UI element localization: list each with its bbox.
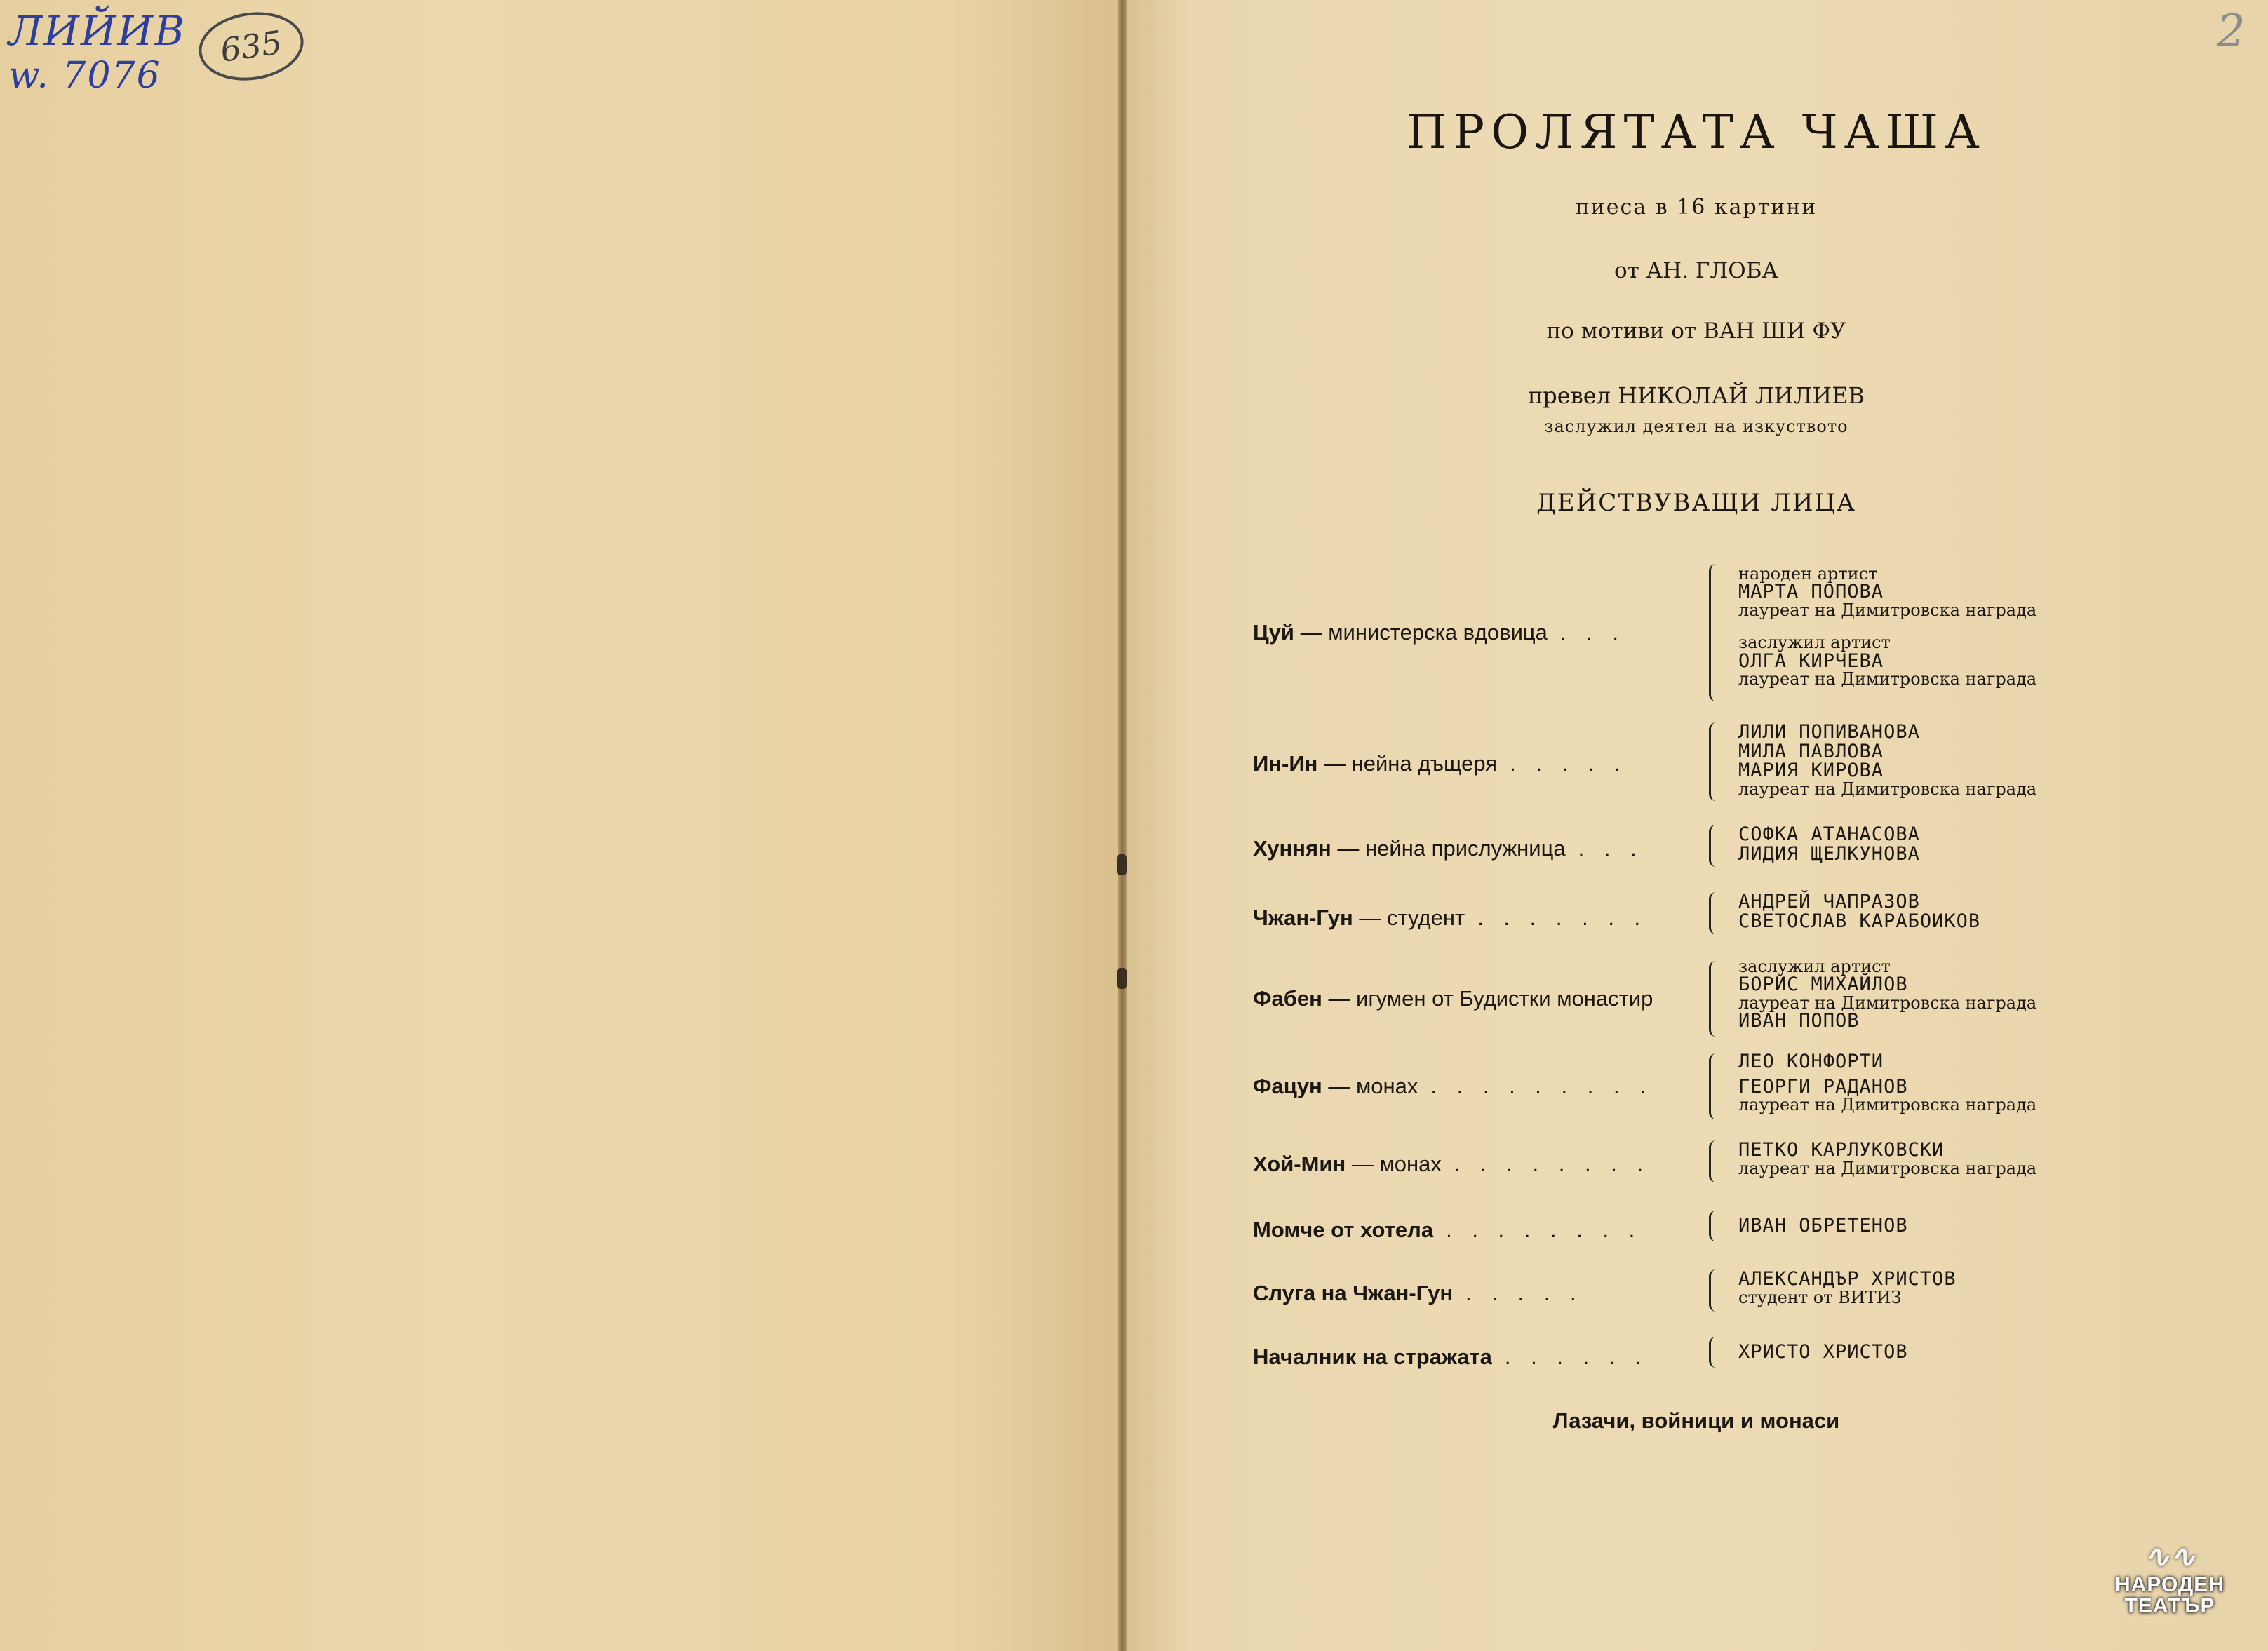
play-source: по мотиви от ВАН ШИ ФУ <box>1546 318 1846 344</box>
actor-name: ГЕОРГИ РАДАНОВ <box>1738 1075 1908 1098</box>
role-name: Ин-Ин <box>1253 751 1318 776</box>
role-description: — игумен от Будистки монастир <box>1328 986 1653 1011</box>
actor-award: лауреат на Димитровска награда <box>1738 600 2037 620</box>
cast-brace <box>1709 892 1717 934</box>
role-description: — студент <box>1359 905 1465 930</box>
role-entry <box>1253 1074 1653 1099</box>
role-name: Началник на стражата <box>1253 1345 1492 1369</box>
actor-award: лауреат на Димитровска награда <box>1738 779 2037 799</box>
extras-line: Лазачи, войници и монаси <box>1552 1408 1840 1433</box>
cast-brace <box>1709 961 1717 1037</box>
role-description: — нейна дъщеря <box>1323 751 1498 776</box>
cast-brace <box>1709 1211 1717 1241</box>
role-description: — монах <box>1328 1074 1418 1098</box>
actor-name: БОРИС МИХАЙЛОВ <box>1738 973 1908 996</box>
translator-title: заслужил деятел на изкуството <box>1544 417 1848 436</box>
role-name: Чжан-Гун <box>1253 905 1353 930</box>
actor-name: ЛЕО КОНФОРТИ <box>1738 1051 1884 1072</box>
role-entry <box>1253 1152 1650 1177</box>
actor-group <box>1738 825 1920 863</box>
actor-name: СВЕТОСЛАВ КАРАБОИКОВ <box>1738 910 1981 932</box>
archive-note-line2: w. 7076 <box>8 55 161 97</box>
actor-group <box>1738 892 1980 931</box>
actor-group <box>1738 722 2036 797</box>
actor-group <box>1738 1269 1957 1306</box>
role-entry <box>1253 986 1665 1011</box>
role-leader-dots: . . . . . <box>1465 1281 1583 1305</box>
spacer <box>1738 619 2036 634</box>
page-number: 2 <box>2217 6 2246 58</box>
cast-brace <box>1709 722 1717 801</box>
actor-name: ОЛГА КИРЧЕВА <box>1738 649 1884 672</box>
role-leader-dots: . . . . . . . . . <box>1430 1074 1653 1098</box>
role-name: Фабен <box>1253 986 1322 1011</box>
cast-brace <box>1709 1140 1717 1182</box>
actor-award: студент от ВИТИЗ <box>1738 1287 1902 1307</box>
cast-brace <box>1709 1337 1717 1368</box>
actor-name: АНДРЕЙ ЧАПРАЗОВ <box>1738 891 1920 912</box>
actor-title: народен артист <box>1738 564 1878 584</box>
logo-line2: ТЕАТЪР <box>2124 1594 2215 1617</box>
actor-group <box>1738 1052 2036 1114</box>
role-entry <box>1253 1281 1583 1306</box>
actor-name: СОФКА АТАНАСОВА <box>1738 823 1920 845</box>
actor-award: лауреат на Димитровска награда <box>1738 993 2037 1013</box>
play-author: от АН. ГЛОБА <box>1614 258 1778 283</box>
actor-award: лауреат на Димитровска награда <box>1738 669 2037 689</box>
role-name: Цуй <box>1253 620 1294 645</box>
actor-name: ХРИСТО ХРИСТОВ <box>1738 1341 1908 1363</box>
role-entry <box>1253 905 1647 931</box>
role-entry <box>1253 751 1628 776</box>
actor-name: МАРТА ПОПОВА <box>1738 581 1884 603</box>
role-leader-dots: . . . . . . . . <box>1446 1218 1642 1242</box>
play-title: ПРОЛЯТАТА ЧАША <box>1407 105 1986 159</box>
actor-name: ИВАН ПОПОВ <box>1738 1010 1860 1032</box>
actor-name: ПЕТКО КАРЛУКОВСКИ <box>1738 1139 1945 1161</box>
role-entry <box>1253 836 1644 861</box>
role-leader-dots: . . . . . . . . <box>1454 1152 1651 1176</box>
role-entry <box>1253 1345 1649 1370</box>
role-leader-dots: . . . <box>1578 836 1644 861</box>
role-leader-dots: . . . . . <box>1510 751 1628 776</box>
actor-group <box>1738 1216 1908 1236</box>
logo-line1: НАРОДЕН <box>2115 1573 2225 1596</box>
actor-title: заслужил артист <box>1738 957 1891 976</box>
archive-note-line1: ЛИЙИВ <box>8 7 186 55</box>
actor-group <box>1738 1342 1908 1362</box>
role-name: Фацун <box>1253 1074 1322 1098</box>
role-description: — министерска вдовица <box>1300 620 1548 645</box>
actor-name: АЛЕКСАНДЪР ХРИСТОВ <box>1738 1268 1957 1290</box>
role-description: — монах <box>1351 1152 1442 1176</box>
role-name: Хуннян <box>1253 836 1331 861</box>
theatre-logo <box>2110 1539 2229 1617</box>
actor-group <box>1738 565 2036 688</box>
role-name: Слуга на Чжан-Гун <box>1253 1281 1454 1305</box>
role-entry <box>1253 1218 1642 1243</box>
actor-name: ЛИДИЯ ЩЕЛКУНОВА <box>1738 842 1920 865</box>
actor-group <box>1738 958 2036 1031</box>
role-description: — нейна прислужница <box>1337 836 1566 861</box>
cast-brace <box>1709 1269 1717 1312</box>
play-subtitle: пиеса в 16 картини <box>1575 195 1818 220</box>
logo-signature-icon: ∿∿ <box>2144 1539 2196 1575</box>
role-name: Момче от хотела <box>1253 1218 1434 1242</box>
actor-group <box>1738 1140 2036 1177</box>
role-entry <box>1253 620 1625 645</box>
play-translator: превел НИКОЛАЙ ЛИЛИЕВ <box>1527 382 1865 409</box>
cast-brace <box>1709 825 1717 867</box>
cast-brace <box>1709 564 1717 701</box>
actor-name: МАРИЯ КИРОВА <box>1738 760 1884 782</box>
actor-award: лауреат на Димитровска награда <box>1738 1158 2037 1178</box>
role-name: Хой-Мин <box>1253 1152 1346 1176</box>
role-leader-dots: . . . . . . <box>1504 1345 1649 1369</box>
cast-brace <box>1709 1053 1717 1119</box>
role-leader-dots: . . . <box>1559 620 1625 645</box>
actor-award: лауреат на Димитровска награда <box>1738 1095 2037 1115</box>
actor-name: МИЛА ПАВЛОВА <box>1738 740 1884 762</box>
role-leader-dots: . . . . . . . <box>1477 905 1648 930</box>
actor-title: заслужил артист <box>1738 633 1891 653</box>
actor-name: ЛИЛИ ПОПИВАНОВА <box>1738 721 1920 743</box>
circled-number: 635 <box>194 6 308 87</box>
actor-name: ИВАН ОБРЕТЕНОВ <box>1738 1215 1908 1236</box>
cast-heading: ДЕЙСТВУВАЩИ ЛИЦА <box>1536 489 1856 517</box>
